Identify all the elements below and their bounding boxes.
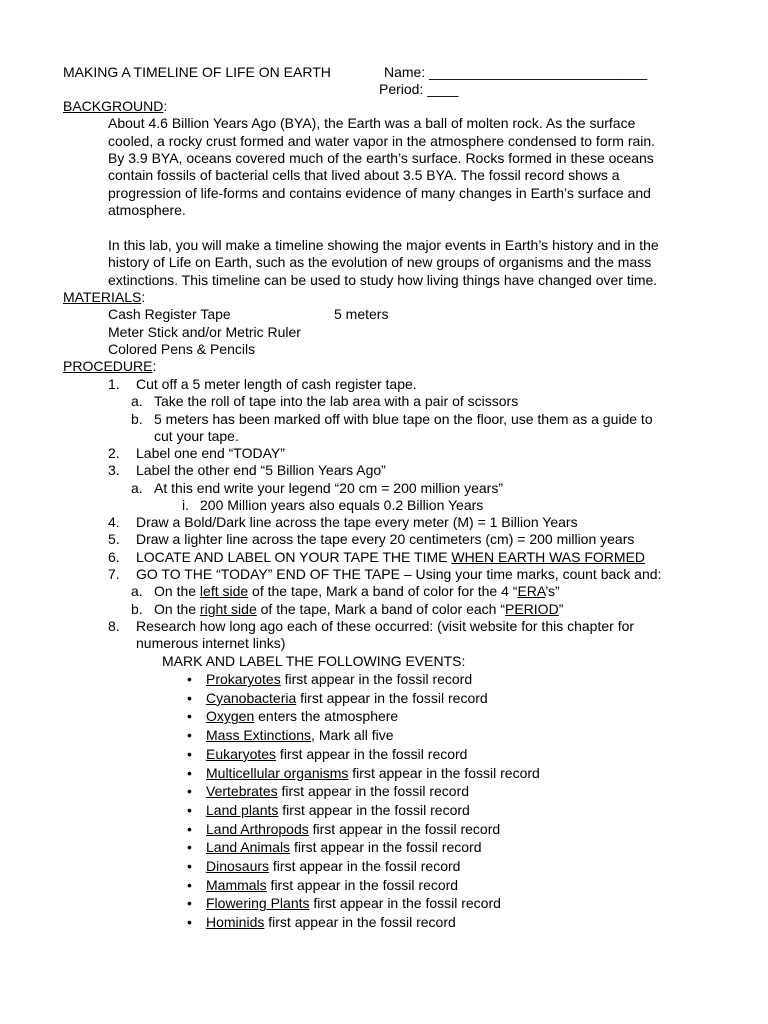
event-item bbox=[206, 690, 488, 707]
bullet-icon: • bbox=[187, 820, 192, 837]
step-number: 4. bbox=[108, 514, 120, 530]
events-heading: MARK AND LABEL THE FOLLOWING EVENTS: bbox=[162, 653, 466, 669]
substep-letter: b. bbox=[131, 601, 143, 617]
event-term: Dinosaurs bbox=[206, 858, 270, 874]
material-item-name: Meter Stick and/or Metric Ruler bbox=[108, 324, 301, 340]
substep-text: 200 Million years also equals 0.2 Billion Years bbox=[200, 497, 484, 513]
background-p1-line: atmosphere. bbox=[108, 202, 186, 218]
event-description: first appear in the fossil record bbox=[277, 783, 470, 800]
event-description: first appear in the fossil record bbox=[290, 839, 482, 856]
event-term: Land plants bbox=[206, 801, 279, 818]
substep-roman: i. bbox=[182, 497, 189, 513]
background-p1-line: cooled, a rocky crust formed and water vapor in the atmosphere condensed to form rain. bbox=[108, 133, 656, 149]
bullet-icon: • bbox=[187, 689, 192, 706]
step-number: 8. bbox=[108, 618, 120, 634]
step-text: Draw a lighter line across the tape every 20 centimeters (cm) = 200 million years bbox=[136, 531, 635, 547]
bullet-icon: • bbox=[187, 727, 192, 744]
substep-text: 5 meters has been marked off with blue tape on the floor, use them as a guide to bbox=[154, 411, 653, 427]
event-term: Mammals bbox=[206, 876, 267, 893]
event-description: first appear in the fossil record bbox=[296, 689, 488, 706]
substep-text: On the right side of the tape, Mark a band of color each “PERIOD” bbox=[154, 601, 564, 617]
step-number: 7. bbox=[108, 566, 120, 582]
bullet-icon: • bbox=[187, 708, 192, 725]
step-number: 6. bbox=[108, 549, 120, 565]
event-description: first appear in the fossil record bbox=[308, 820, 501, 837]
background-p1-line: By 3.9 BYA, oceans covered much of the earth’s surface. Rocks formed in these oceans bbox=[108, 150, 654, 166]
event-item bbox=[206, 802, 470, 819]
substep-text: Take the roll of tape into the lab area with a pair of scissors bbox=[154, 393, 519, 409]
event-item bbox=[206, 783, 469, 800]
substep-text: On the left side of the tape, Mark a band of color for the 4 “ERA’s” bbox=[154, 583, 560, 599]
event-item bbox=[206, 727, 394, 744]
event-term: Prokaryotes bbox=[206, 671, 281, 687]
event-term: Mass Extinctions bbox=[206, 727, 312, 744]
background-p2-line: extinctions. This timeline can be used to study how living things have changed over time. bbox=[108, 272, 658, 288]
substep-letter: b. bbox=[131, 411, 143, 427]
bullet-icon: • bbox=[187, 783, 192, 800]
background-p1-line: About 4.6 Billion Years Ago (BYA), the Earth was a ball of molten rock. As the surface bbox=[108, 115, 636, 131]
bullet-icon: • bbox=[187, 745, 192, 762]
event-description: enters the atmosphere bbox=[254, 708, 399, 725]
event-item bbox=[206, 877, 458, 894]
step-text: numerous internet links) bbox=[136, 635, 286, 651]
event-item bbox=[206, 746, 467, 763]
bullet-icon: • bbox=[187, 858, 192, 874]
event-description: , Mark all five bbox=[311, 727, 394, 744]
material-item-name: Colored Pens & Pencils bbox=[108, 341, 256, 357]
name-field-label: Name: ____________________________ bbox=[384, 64, 648, 80]
substep-letter: a. bbox=[131, 583, 143, 599]
step-text: Draw a Bold/Dark line across the tape every meter (M) = 1 Billion Years bbox=[136, 514, 578, 530]
substep-letter: a. bbox=[131, 480, 143, 496]
step-number: 2. bbox=[108, 445, 120, 461]
event-term: Eukaryotes bbox=[206, 745, 277, 762]
event-term: Cyanobacteria bbox=[206, 689, 297, 706]
event-item bbox=[206, 671, 472, 688]
event-term: Multicellular organisms bbox=[206, 764, 349, 781]
event-item bbox=[206, 821, 500, 838]
procedure-heading: PROCEDURE: bbox=[63, 358, 157, 374]
bullet-icon: • bbox=[187, 839, 192, 856]
event-term: Vertebrates bbox=[206, 783, 278, 800]
page-title: MAKING A TIMELINE OF LIFE ON EARTH bbox=[63, 64, 331, 80]
event-item bbox=[206, 914, 456, 931]
step-text: GO TO THE “TODAY” END OF THE TAPE – Using your time marks, count back and: bbox=[136, 566, 662, 582]
event-item bbox=[206, 708, 398, 725]
bullet-icon: • bbox=[187, 876, 192, 893]
event-term: Flowering Plants bbox=[206, 895, 310, 912]
background-heading: BACKGROUND: bbox=[63, 98, 168, 114]
substep-text: cut your tape. bbox=[154, 428, 239, 444]
event-item bbox=[206, 858, 460, 875]
step-number: 3. bbox=[108, 462, 120, 478]
step-text: Research how long ago each of these occurred: (visit website for this chapter for bbox=[136, 618, 635, 634]
step-text: Cut off a 5 meter length of cash register tape. bbox=[136, 376, 417, 392]
period-field-label: Period: ____ bbox=[379, 81, 459, 97]
background-p2-line: In this lab, you will make a timeline showing the major events in Earth’s history and in the bbox=[108, 237, 659, 253]
step-text: LOCATE AND LABEL ON YOUR TAPE THE TIME WHEN EARTH WAS FORMED bbox=[136, 549, 646, 565]
event-description: first appear in the fossil record bbox=[280, 671, 473, 687]
event-description: first appear in the fossil record bbox=[276, 745, 468, 762]
material-item-name: Cash Register Tape bbox=[108, 306, 231, 322]
event-description: first appear in the fossil record bbox=[309, 895, 501, 912]
bullet-icon: • bbox=[187, 895, 192, 912]
event-term: Land Animals bbox=[206, 839, 291, 856]
background-p1-line: progression of life-forms and contains evidence of many changes in Earth’s surface and bbox=[108, 185, 651, 201]
step-number: 1. bbox=[108, 376, 120, 392]
background-p2-line: history of Life on Earth, such as the evolution of new groups of organisms and the mass bbox=[108, 254, 652, 270]
event-item bbox=[206, 765, 540, 782]
event-description: first appear in the fossil record bbox=[269, 858, 461, 874]
event-term: Land Arthropods bbox=[206, 820, 309, 837]
event-item bbox=[206, 839, 481, 856]
material-item-qty: 5 meters bbox=[334, 306, 389, 322]
event-description: first appear in the fossil record bbox=[264, 914, 456, 931]
background-p1-line: contain fossils of bacterial cells that lived about 3.5 BYA. The fossil record shows a bbox=[108, 167, 620, 183]
bullet-icon: • bbox=[187, 764, 192, 781]
step-number: 5. bbox=[108, 531, 120, 547]
bullet-icon: • bbox=[187, 671, 192, 687]
bullet-icon: • bbox=[187, 801, 192, 818]
event-description: first appear in the fossil record bbox=[278, 801, 470, 818]
event-description: first appear in the fossil record bbox=[348, 764, 540, 781]
step-text: Label one end “TODAY” bbox=[136, 445, 285, 461]
event-term: Oxygen bbox=[206, 708, 255, 725]
event-item bbox=[206, 895, 501, 912]
substep-text: At this end write your legend “20 cm = 200 million years” bbox=[154, 480, 503, 496]
materials-heading: MATERIALS: bbox=[63, 289, 146, 305]
event-term: Hominids bbox=[206, 914, 265, 931]
bullet-icon: • bbox=[187, 914, 192, 931]
event-description: first appear in the fossil record bbox=[266, 876, 459, 893]
step-text: Label the other end “5 Billion Years Ago” bbox=[136, 462, 386, 478]
substep-letter: a. bbox=[131, 393, 143, 409]
